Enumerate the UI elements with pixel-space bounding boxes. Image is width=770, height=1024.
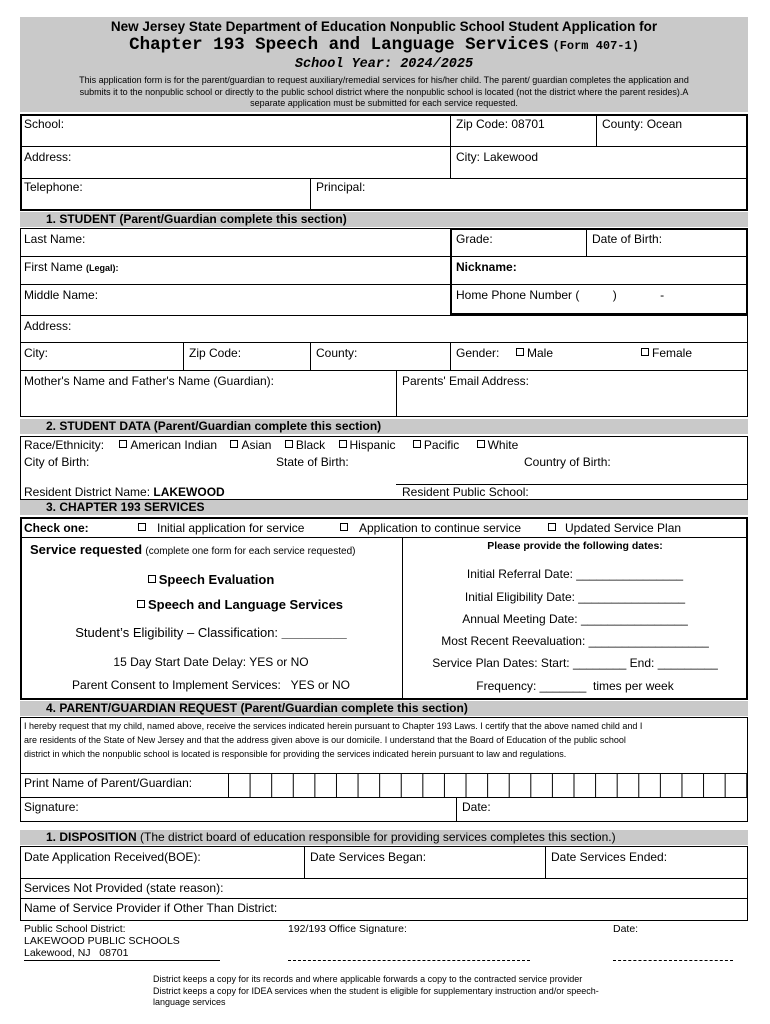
form-title <box>20 35 748 55</box>
footer-note: District keeps a copy for IDEA services when the student is eligible for supplementary instruction and/or speech- <box>153 985 599 996</box>
checkbox-icon <box>137 600 145 608</box>
speech-evaluation-label: Speech Evaluation <box>158 572 275 587</box>
checkbox-icon <box>285 440 293 448</box>
intro-text <box>30 75 738 110</box>
last-name-field[interactable]: Last Name: <box>24 232 86 246</box>
eligibility-blank: _________ <box>281 625 347 640</box>
first-name-field[interactable] <box>24 260 119 274</box>
resident-school-field[interactable]: Resident Public School: <box>402 485 529 499</box>
office-signature-label: 192/193 Office Signature: <box>288 923 407 935</box>
divider <box>396 370 397 417</box>
divider <box>20 146 748 147</box>
district-name: LAKEWOOD PUBLIC SCHOOLS <box>24 935 180 947</box>
initial-eligibility-date[interactable]: Initial Eligibility Date: ________________ <box>464 590 686 604</box>
section2-heading-text: 2. STUDENT DATA (Parent/Guardian complete this section) <box>46 419 382 433</box>
section3-heading <box>20 500 748 515</box>
service-requested-label: Service requested <box>30 542 143 557</box>
eligibility-label: Student’s Eligibility – Classification: <box>75 625 279 640</box>
service-frequency[interactable]: Frequency: _______ times per week <box>476 679 674 693</box>
footer-note: District keeps a copy for its records and where applicable forwards a copy to the contracted service provider <box>153 974 583 984</box>
service-requested-note: (complete one form for each service requested) <box>145 546 356 557</box>
footer-notes <box>153 974 599 1009</box>
letter-boxes <box>228 773 748 797</box>
divider <box>20 178 748 179</box>
race-option-label: Pacific <box>423 438 460 452</box>
divider <box>183 342 184 370</box>
district-underline <box>24 960 220 961</box>
grade-field[interactable]: Grade: <box>456 232 493 246</box>
school-zip-field[interactable]: Zip Code: 08701 <box>456 117 545 131</box>
intro-line: This application form is for the parent/guardian to request auxiliary/remedial services for his/her child. The parent/ guardian completes the application and <box>79 75 689 85</box>
checkbox-icon <box>641 348 649 356</box>
school-county-field[interactable]: County: Ocean <box>602 117 683 131</box>
section2-heading <box>20 419 748 434</box>
divider <box>20 878 748 879</box>
resident-district-value: LAKEWOOD <box>153 485 225 499</box>
print-name-input[interactable] <box>228 773 748 797</box>
gender-label: Gender: <box>456 346 500 360</box>
race-option-label: American Indian <box>130 438 218 452</box>
divider <box>20 898 748 899</box>
parents-email-field[interactable]: Parents' Email Address: <box>402 374 530 388</box>
date-received-field[interactable]: Date Application Received(BOE): <box>24 850 201 864</box>
school-year: School Year: 2024/2025 <box>294 57 474 72</box>
signature-field[interactable]: Signature: <box>24 800 79 814</box>
office-signature-line[interactable] <box>288 960 530 961</box>
checkbox-icon <box>477 440 485 448</box>
country-of-birth-field[interactable]: Country of Birth: <box>524 455 611 469</box>
intro-line: separate application must be submitted for each service requested. <box>250 98 518 108</box>
option-initial-application[interactable] <box>138 521 304 535</box>
parents-name-field[interactable]: Mother's Name and Father's Name (Guardian): <box>24 374 275 388</box>
annual-meeting-date[interactable]: Annual Meeting Date: ________________ <box>462 612 688 626</box>
office-date-line[interactable] <box>613 960 733 961</box>
divider <box>450 342 451 370</box>
school-city-field[interactable]: City: Lakewood <box>456 150 539 164</box>
divider <box>310 342 311 370</box>
divider <box>596 114 597 146</box>
divider <box>20 256 748 257</box>
gender-male-option[interactable] <box>516 346 553 360</box>
footer-note: language services <box>153 997 226 1007</box>
checkbox-icon <box>230 440 238 448</box>
eligibility-classification[interactable] <box>20 625 402 640</box>
home-phone-field[interactable]: Home Phone Number ( ) - <box>456 288 665 302</box>
checkbox-icon <box>148 575 156 583</box>
header-line1: New Jersey State Department of Education Nonpublic School Student Application for <box>110 19 658 34</box>
state-of-birth-field[interactable]: State of Birth: <box>276 455 349 469</box>
section1-heading <box>20 212 748 227</box>
race-label: Race/Ethnicity: <box>24 438 105 452</box>
first-name-legal-label: (Legal): <box>86 263 119 273</box>
checkbox-icon <box>516 348 524 356</box>
middle-name-field[interactable]: Middle Name: <box>24 288 99 302</box>
statement-line: district in which the nonpublic school is located is responsible for providing the services indicated herein pursuant to law and regulations. <box>24 749 567 759</box>
student-address-field[interactable]: Address: <box>24 319 72 333</box>
resident-district-field[interactable] <box>24 485 225 499</box>
divider <box>20 342 748 343</box>
dob-field[interactable]: Date of Birth: <box>592 232 663 246</box>
speech-evaluation-option[interactable] <box>20 572 402 587</box>
speech-language-label: Speech and Language Services <box>147 597 344 612</box>
divider <box>20 284 748 285</box>
student-city-field[interactable]: City: <box>24 346 48 360</box>
gender-female-option[interactable] <box>641 346 692 360</box>
section1-heading-text: 1. STUDENT (Parent/Guardian complete this section) <box>46 212 347 226</box>
service-plan-dates[interactable]: Service Plan Dates: Start: ________ End: _________ <box>432 656 718 670</box>
divider <box>456 797 457 822</box>
divider <box>586 228 587 256</box>
divider <box>304 846 305 878</box>
speech-language-option[interactable] <box>20 597 460 612</box>
resident-district-label: Resident District Name: <box>24 485 151 499</box>
date-services-began-field[interactable]: Date Services Began: <box>310 850 427 864</box>
service-requested-heading <box>30 542 355 557</box>
checkbox-icon <box>119 440 127 448</box>
office-date-label: Date: <box>613 923 639 935</box>
option-updated-plan[interactable] <box>548 521 681 535</box>
divider <box>545 846 546 878</box>
school-field[interactable]: School: <box>24 117 65 131</box>
section4-heading-text: 4. PARENT/GUARDIAN REQUEST (Parent/Guardian complete this section) <box>46 701 468 715</box>
service-provider-field[interactable]: Name of Service Provider if Other Than District: <box>24 901 278 915</box>
section3-heading-text: 3. CHAPTER 193 SERVICES <box>46 500 205 514</box>
parent-statement <box>24 719 642 761</box>
option-label: Initial application for service <box>157 521 305 535</box>
start-date-delay[interactable]: 15 Day Start Date Delay: YES or NO <box>113 655 309 669</box>
principal-field[interactable]: Principal: <box>316 180 366 194</box>
divider <box>20 315 748 316</box>
checkbox-icon <box>138 523 146 531</box>
services-not-provided-field[interactable]: Services Not Provided (state reason): <box>24 881 224 895</box>
race-option-white[interactable] <box>477 438 519 452</box>
school-telephone-field[interactable]: Telephone: <box>24 180 83 194</box>
race-option-asian[interactable] <box>230 438 271 452</box>
initial-referral-date[interactable]: Initial Referral Date: ________________ <box>466 567 684 581</box>
form-title-main: Chapter 193 Speech and Language Services <box>129 35 550 55</box>
divider <box>20 537 748 538</box>
recent-reevaluation-date[interactable]: Most Recent Reevaluation: __________________ <box>441 634 709 648</box>
parent-consent[interactable]: Parent Consent to Implement Services: YES or NO <box>72 678 350 692</box>
district-label: Public School District: <box>24 923 126 935</box>
male-label: Male <box>527 346 554 360</box>
race-option-american-indian[interactable] <box>119 438 217 452</box>
intro-line: submits it to the nonpublic school or directly to the public school district where the nonpublic school is located (not the district where the parent resides).A <box>79 86 689 97</box>
female-label: Female <box>652 346 693 360</box>
race-option-label: Hispanic <box>349 438 396 452</box>
school-address-field[interactable]: Address: <box>24 150 72 164</box>
option-label: Updated Service Plan <box>565 521 682 535</box>
statement-line: are residents of the State of New Jersey and that the address given above is our domicile. I understand that the Board of Education of the public school <box>24 735 626 745</box>
race-option-label: Asian <box>241 438 272 452</box>
district-city: Lakewood, NJ 08701 <box>24 947 129 959</box>
nickname-field[interactable]: Nickname: <box>456 260 517 274</box>
divider <box>20 797 748 798</box>
statement-line: I hereby request that my child, named above, receive the services indicated herein pursuant to Chapter 193 Laws. I certify that the above named child and I <box>24 721 643 731</box>
disposition-heading <box>20 830 748 845</box>
checkbox-icon <box>340 523 348 531</box>
checkbox-icon <box>548 523 556 531</box>
city-of-birth-field[interactable]: City of Birth: <box>24 455 90 469</box>
form-header <box>20 17 748 112</box>
divider <box>450 114 451 178</box>
print-name-label: Print Name of Parent/Guardian: <box>24 776 193 790</box>
student-county-field[interactable]: County: <box>316 346 358 360</box>
option-continue-service[interactable] <box>340 521 521 535</box>
race-option-hispanic[interactable] <box>339 438 396 452</box>
dates-heading: Please provide the following dates: <box>487 540 663 552</box>
race-option-label: White <box>487 438 519 452</box>
divider <box>20 370 748 371</box>
disposition-heading-note: (The district board of education responsible for providing services completes this section.) <box>140 830 616 844</box>
disposition-heading-title: 1. DISPOSITION <box>46 830 137 844</box>
signature-date-field[interactable]: Date: <box>462 800 491 814</box>
form-number: (Form 407-1) <box>552 39 639 53</box>
race-option-black[interactable] <box>285 438 325 452</box>
race-option-pacific[interactable] <box>413 438 459 452</box>
divider <box>310 178 311 211</box>
checkbox-icon <box>339 440 347 448</box>
race-option-label: Black <box>295 438 326 452</box>
student-zip-field[interactable]: Zip Code: <box>189 346 242 360</box>
section4-heading <box>20 701 748 716</box>
checkbox-icon <box>413 440 421 448</box>
first-name-label: First Name <box>24 260 83 274</box>
district-info <box>24 923 180 959</box>
check-one-label: Check one: <box>24 521 89 535</box>
date-services-ended-field[interactable]: Date Services Ended: <box>551 850 668 864</box>
race-ethnicity-row <box>24 438 518 452</box>
option-label: Application to continue service <box>359 521 522 535</box>
